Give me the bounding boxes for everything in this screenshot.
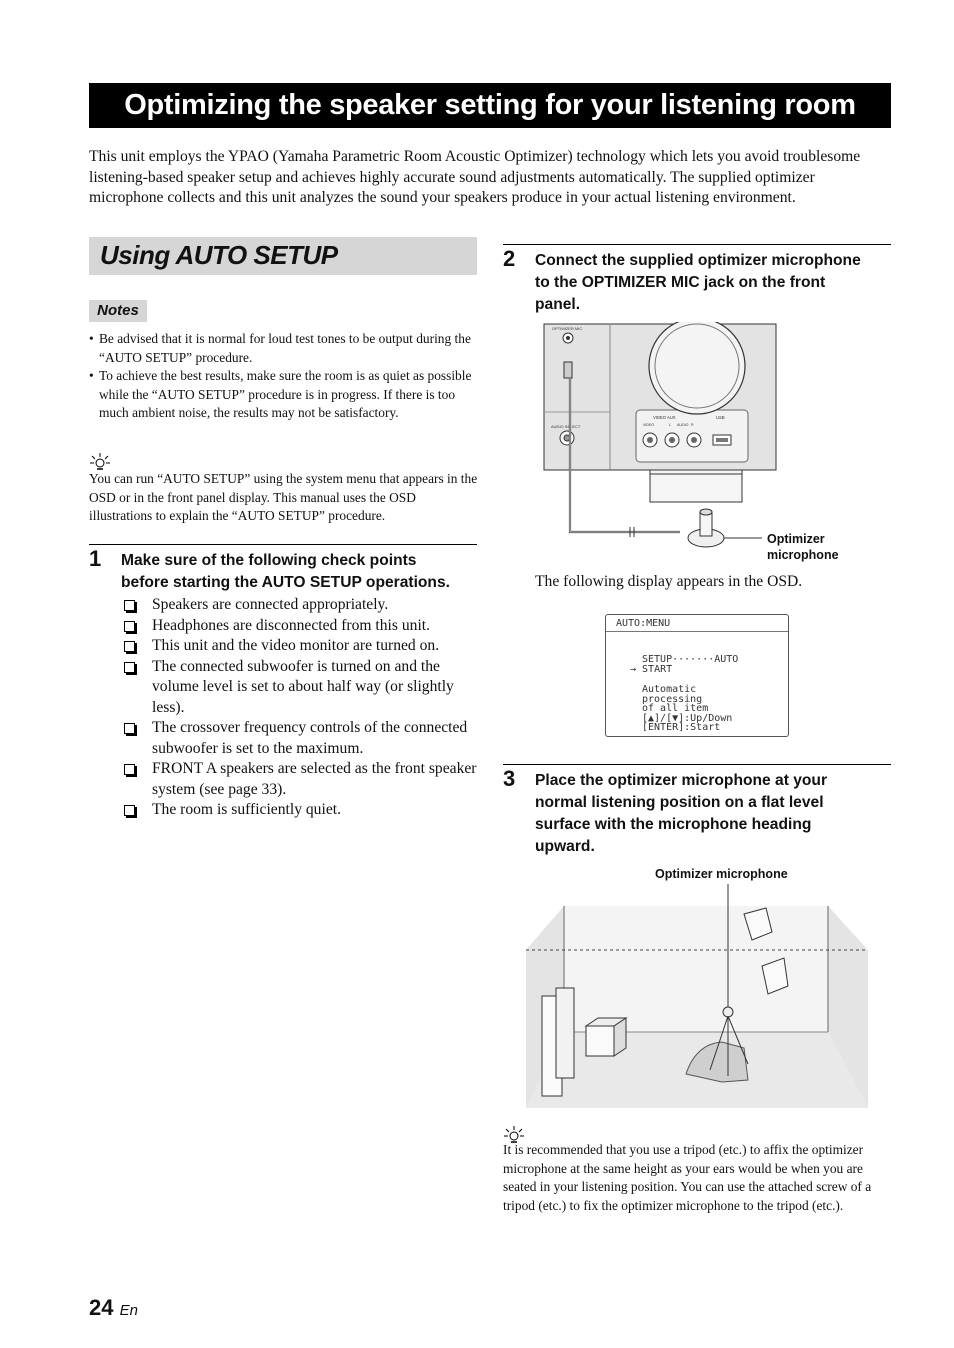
check-item: Speakers are connected appropriately. (122, 595, 478, 616)
step-title-line: Make sure of the following check points (121, 552, 417, 569)
check-item: Headphones are disconnected from this unit. (122, 616, 478, 637)
panel-label-l: L (669, 423, 671, 427)
osd-desc-line: of all item (642, 703, 709, 714)
check-item: The connected subwoofer is turned on and the volume level is set to about half way (or slightly less). (122, 657, 478, 719)
step-title (535, 250, 895, 316)
step-title-line: Place the optimizer microphone at your (535, 772, 828, 789)
osd-desc-line: Automatic (642, 684, 697, 695)
osd-caption: The following display appears in the OSD. (535, 573, 803, 590)
step-title-line: surface with the microphone heading (535, 816, 812, 833)
step-divider (503, 244, 891, 245)
osd-setup-line: SETUP·······AUTO (642, 654, 739, 665)
front-panel-illustration (540, 322, 780, 554)
osd-screen (605, 614, 789, 737)
panel-label-usb: USB (716, 415, 725, 420)
listening-room-illustration (526, 884, 870, 1110)
note-item: • Be advised that it is normal for loud test tones to be output during the “AUTO SETUP” procedure. (89, 330, 479, 367)
mic-label (767, 531, 839, 563)
panel-label-video-aux: VIDEO AUX (653, 415, 676, 420)
check-item: The room is sufficiently quiet. (122, 800, 478, 821)
step-title (535, 770, 895, 858)
osd-nav-line: [▲]/[▼]:Up/Down (642, 713, 733, 724)
step-title (121, 550, 481, 594)
step-number: 2 (503, 246, 516, 271)
page-number (89, 1295, 138, 1321)
mic-label-line: Optimizer (767, 532, 825, 546)
step-title-line: Connect the supplied optimizer microphone (535, 252, 861, 269)
intro-paragraph: This unit employs the YPAO (Yamaha Parametric Room Acoustic Optimizer) technology which lets you avoid troublesome listening-based speaker setup and achieves highly accurate sound adjustments automatically. The supplied optimizer microphone collects and this unit analyzes the sound your speakers produce in your actual listening environment. (89, 148, 861, 206)
check-item: The crossover frequency controls of the connected subwoofer is set to the maximum. (122, 718, 478, 759)
section-heading (89, 237, 477, 275)
panel-label-audio: AUDIO (677, 423, 689, 427)
page-number-value: 24 (89, 1295, 114, 1320)
tip-text: You can run “AUTO SETUP” using the system menu that appears in the OSD or in the front panel display. This manual uses the OSD illustrations to explain the “AUTO SETUP” procedure. (89, 471, 478, 523)
panel-label-optimizer-mic: OPTIMIZER MIC (552, 326, 583, 331)
step-number: 3 (503, 766, 516, 791)
page-title: Optimizing the speaker setting for your listening room (89, 83, 891, 128)
step-title-line: upward. (535, 838, 595, 855)
step-title-line: panel. (535, 296, 581, 313)
tip-text: It is recommended that you use a tripod (etc.) to affix the optimizer microphone at the same height as your ears would be when you are seated in your listening position. You can use the attached screw of a tripod (etc.) to fix the optimizer microphone to the tripod (etc.). (503, 1142, 872, 1213)
osd-start-line: → START (630, 664, 673, 675)
hint-icon (89, 451, 111, 471)
check-item: This unit and the video monitor are turned on. (122, 636, 478, 657)
osd-enter-line: [ENTER]:Start (642, 722, 721, 733)
step-title-line: before starting the AUTO SETUP operations. (121, 574, 450, 591)
checklist (122, 595, 478, 821)
step-title-line: normal listening position on a flat level (535, 794, 824, 811)
note-item: • To achieve the best results, make sure the room is as quiet as possible while the “AUTO SETUP” procedure is in progress. If there is too much ambient noise, the results may not be satisfactory. (89, 367, 479, 423)
step-title-line: to the OPTIMIZER MIC jack on the front (535, 274, 826, 291)
panel-label-audio-select: AUDIO SELECT (551, 424, 581, 429)
notes-list (89, 330, 479, 423)
notes-label: Notes (89, 300, 147, 322)
osd-header: AUTO:MENU (616, 618, 671, 629)
step-number: 1 (89, 546, 102, 571)
check-item: FRONT A speakers are selected as the front speaker system (see page 33). (122, 759, 478, 800)
panel-label-r: R (691, 423, 694, 427)
osd-desc-line: processing (642, 694, 703, 705)
step-divider (89, 544, 477, 545)
step-divider (503, 764, 891, 765)
section-title: Using AUTO SETUP (100, 240, 338, 270)
room-mic-label: Optimizer microphone (655, 867, 788, 881)
panel-label-video: VIDEO (643, 423, 655, 427)
mic-label-line: microphone (767, 548, 839, 562)
page-language: En (119, 1302, 138, 1319)
